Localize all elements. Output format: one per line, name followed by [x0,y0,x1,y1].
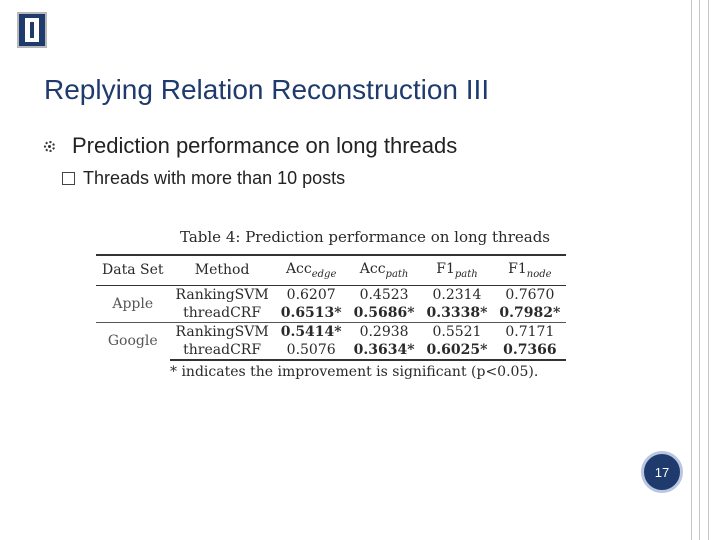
bullet-level1 [44,133,457,159]
cell-acc-edge: 0.5076 [275,341,348,360]
cell-acc-edge: 0.6513* [280,304,342,321]
table-row [96,285,566,304]
bullet-level2 [62,168,345,189]
cell-f1-path: 0.5521 [421,322,494,341]
cell-f1-node: 0.7670 [505,286,555,303]
cell-method: RankingSVM [175,286,269,303]
header-f1-path: $F1_{path}$ [421,255,494,285]
page-number-badge: 17 [641,451,683,493]
table-image [90,222,630,412]
cell-f1-path: 0.2314 [432,286,482,303]
table-footnote: * indicates the improvement is significant (p<0.05). [170,363,539,380]
decorative-line [699,0,700,540]
cell-f1-node: 0.7171 [493,322,566,341]
gear-bullet-icon [44,141,55,152]
table-row [96,322,566,341]
table-caption: Table 4: Prediction performance on long threads [180,228,550,246]
header-acc-edge: Acc$_{edge}$ [275,255,348,285]
logo-i-glyph [25,18,39,42]
cell-acc-edge: 0.5414* [275,322,348,341]
cell-acc-path: 0.5686* [353,304,415,321]
header-acc-path: Acc$_{path}$ [348,255,421,285]
cell-f1-node: 0.7366 [493,341,566,360]
cell-dataset: Google [96,322,170,360]
cell-method: RankingSVM [170,322,275,341]
cell-dataset: Apple [112,295,154,312]
decorative-line [708,0,709,540]
cell-acc-path: 0.3634* [348,341,421,360]
cell-f1-node: 0.7982* [499,304,561,321]
cell-acc-path: 0.2938 [348,322,421,341]
box-bullet-icon [62,172,75,185]
header-dataset: Data Set [96,255,170,285]
cell-f1-path: 0.3338* [426,304,488,321]
bullet-level2-text: Threads with more than 10 posts [83,168,346,188]
cell-method: threadCRF [183,304,262,321]
header-method: Method [170,255,275,285]
table-header-row [96,255,566,285]
cell-acc-path: 0.4523 [359,286,409,303]
decorative-line [691,0,692,540]
cell-f1-path: 0.6025* [421,341,494,360]
results-table [96,254,566,361]
cell-method: threadCRF [170,341,275,360]
bullet-level1-text: Prediction performance on long threads [72,133,458,158]
header-f1-node: $F1_{node}$ [493,255,566,285]
university-logo [17,12,47,48]
slide-title: Replying Relation Reconstruction III [44,74,490,105]
cell-acc-edge: 0.6207 [286,286,336,303]
